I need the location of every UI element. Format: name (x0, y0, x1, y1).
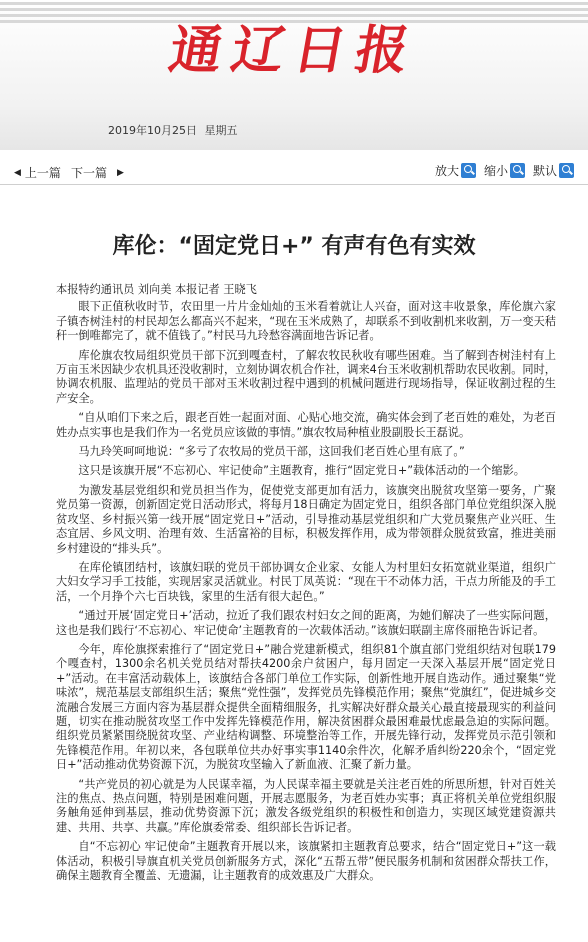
next-article-link[interactable]: 下一篇 (70, 166, 107, 180)
article-paragraph: 自“不忘初心 牢记使命”主题教育开展以来，该旗紧扣主题教育总要求，结合“固定党日+”这一载体活动，积极引导旗直机关党员创新服务方式，深化“五帮五带”便民服务机制和贫困群众帮扶工作，确保主题教育全覆盖、无遗漏，让主题教育的成效惠及广大群众。 (56, 840, 556, 883)
zoom-in-label: 放大 (434, 164, 459, 178)
zoom-default-label: 默认 (532, 164, 557, 178)
article-paragraph: 在库伦镇团结村，该旗妇联的党员干部协调女企业家、女能人为村里妇女拓宽就业渠道，组织广大妇女学习手工技能，实现居家灵活就业。村民丁凤英说：“现在干不动体力活，干点力所能及的手工活，一个月挣个六七百块钱，家里的生活有很大起色。” (56, 560, 556, 603)
triangle-left-icon: ◀ (14, 167, 21, 178)
zoom-out-label: 缩小 (483, 164, 508, 178)
dateline (108, 122, 238, 138)
article-byline: 本报特约通讯员 刘向美 本报记者 王晓飞 (56, 283, 257, 296)
zoom-out-button[interactable] (484, 162, 525, 179)
issue-date: 2019年10月25日 (108, 124, 197, 137)
article-body (56, 283, 556, 888)
masthead (0, 0, 588, 150)
article-paragraph: “通过开展‘固定党日+’活动，拉近了我们跟农村妇女之间的距离，为她们解决了一些实际问题，这也是我们践行‘不忘初心、牢记使命’主题教育的一次载体活动。”该旗妇联副主席佟丽艳告诉记者。 (56, 609, 556, 637)
magnifier-icon (559, 163, 574, 178)
issue-weekday: 星期五 (204, 124, 238, 137)
magnifier-icon (510, 163, 525, 178)
logo-text: 通辽日报 (164, 19, 424, 81)
article-paragraph: 库伦旗农牧局组织党员干部下沉到嘎查村，了解农牧民秋收有哪些困难。当了解到杏树洼村有上万亩玉米因缺少农机具还没收割时，立刻协调农机合作社，调来4台玉米收割机帮助农民收割。同时，协调农机服、监理站的党员干部对玉米收割过程中遇到的机械问题进行现场指导，保证收割过程的生产安全。 (56, 348, 556, 405)
article-headline: 库伦：“固定党日+” 有声有色有实效 (112, 233, 476, 259)
font-size-controls (427, 162, 574, 179)
article-paragraph: 马九玲笑呵呵地说：“多亏了农牧局的党员干部，这回我们老百姓心里有底了。” (78, 445, 465, 459)
article-paragraph: 今年，库伦旗探索推行了“固定党日+”融合党建新模式，组织81个旗直部门党组织结对包联179个嘎查村，1300余名机关党员结对帮扶4200余户贫困户，每月固定一天深入基层开展“固定党日+”活动。在丰富活动载体上，该旗结合各部门单位工作实际，创新性地开展自选动作。通过聚集“党味浓”，规范基层支部组织生活；聚焦“党性强”，发挥党员先锋模范作用；聚焦“党旗红”，促进城乡交流融合发展三方面内容为基层群众提供全面精细服务，扎实解决好群众最关心最直接最现实的利益问题，切实在推动脱贫攻坚工作中发挥先锋模范作用，解决贫困群众最困难最忧虑最急迫的实际问题。组织党员紧紧围绕脱贫攻坚、产业结构调整、环境整治等工作，开展先锋行动，发挥党员示范引领和先锋模范作用。年初以来，各包联单位共办好事实事1140余件次，化解矛盾纠纷220余个，“固定党日+”活动推动优势资源下沉，为脱贫攻坚输入了新血液、汇聚了新力量。 (56, 642, 556, 772)
zoom-in-button[interactable] (435, 162, 476, 179)
article-paragraph: “共产党员的初心就是为人民谋幸福，为人民谋幸福主要就是关注老百姓的所思所想，针对百姓关注的焦点、热点问题，特别是困难问题，开展志愿服务，为老百姓办实事；真正将机关单位党组织服务触角延伸到基层，推动优势资源下沉；激发各级党组织的积极性和创造力，实现区域党建资源共建、共用、共享、共赢。”库伦旗委常委、组织部长告诉记者。 (56, 777, 556, 834)
article-paragraph: “自从咱们下来之后，跟老百姓一起面对面、心贴心地交流，确实体会到了老百姓的难处，为老百姓办点实事也是我们作为一名党员应该做的事情。”旗农牧局种植业股副股长王磊说。 (56, 411, 556, 439)
article-toolbar (0, 158, 588, 185)
newspaper-logo[interactable] (148, 0, 442, 90)
article-paragraph: 为激发基层党组织和党员担当作为，促使党支部更加有活力，该旗突出脱贫攻坚第一要务，广聚党员第一资源，创新固定党日活动形式，将每月18日确定为固定党日，组织各部门单位党组织深入脱贫攻坚、乡村振兴第一线开展“固定党日+”活动，引导推动基层党组织和广大党员聚焦产业兴旺、生态宜居、乡风文明、治理有效、生活富裕的目标，积极发挥作用，成为带领群众脱贫致富，推进美丽乡村建设的“排头兵”。 (56, 483, 556, 555)
magnifier-icon (461, 163, 476, 178)
triangle-right-icon: ▶ (116, 167, 124, 178)
article-paragraph: 眼下正值秋收时节，农田里一片片金灿灿的玉米看着就让人兴奋，面对这丰收景象，库伦旗六家子镇杏树洼村的村民却怎么都高兴不起来，“现在玉米成熟了，却联系不到收割机来收割，万一变天秸秆一倒唯都完了，就不值钱了。”村民马九玲愁容满面地告诉记者。 (56, 300, 556, 343)
article-paragraph: 这只是该旗开展“不忘初心、牢记使命”主题教育，推行“固定党日+”载体活动的一个缩影。 (78, 464, 525, 478)
prev-article-link[interactable]: 上一篇 (24, 166, 61, 180)
zoom-default-button[interactable] (533, 162, 574, 179)
article-navigation (14, 164, 128, 181)
